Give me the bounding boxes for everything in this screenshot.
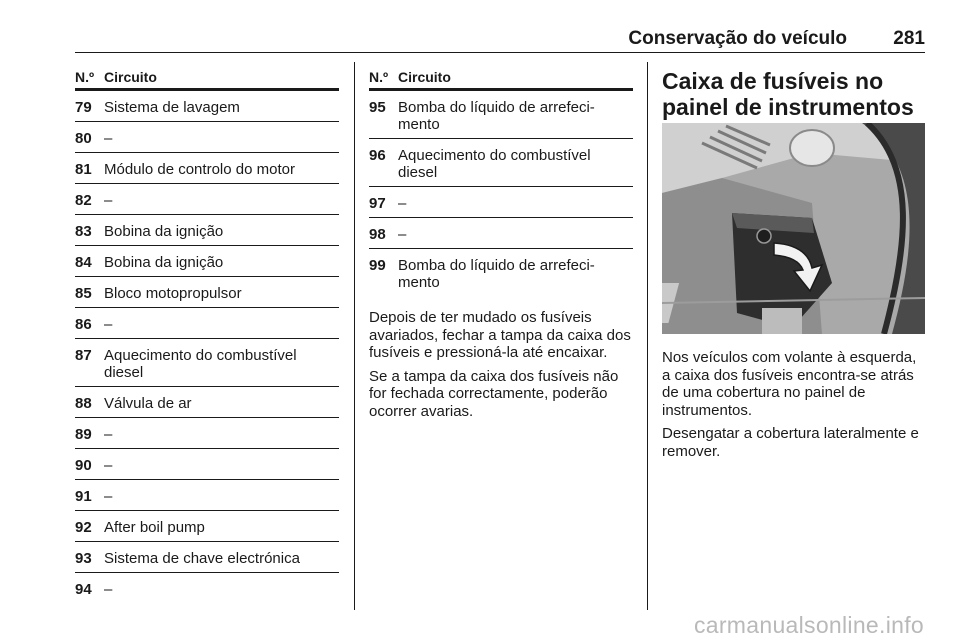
- circuit-description: –: [104, 192, 113, 209]
- fuse-number: 82: [75, 192, 92, 209]
- fuse-number: 83: [75, 223, 92, 240]
- fuse-number: 91: [75, 488, 92, 505]
- right-column-text: [662, 349, 928, 466]
- fuse-table-left: [75, 66, 339, 603]
- circuit-description: Sistema de lavagem: [104, 99, 240, 116]
- table-row: [75, 339, 339, 387]
- table-row: [75, 542, 339, 573]
- fuse-number: 93: [75, 550, 92, 567]
- column-divider-left: [354, 62, 355, 610]
- circuit-description: After boil pump: [104, 519, 205, 536]
- paragraph: Desengatar a cobertura lateralmente e remover.: [662, 425, 919, 460]
- table-row: [369, 218, 633, 249]
- table-row: [75, 246, 339, 277]
- table-row: [369, 91, 633, 139]
- table-row: [75, 418, 339, 449]
- dashboard-fusebox-photo: [662, 123, 925, 334]
- header-circuit: Circuito: [398, 69, 451, 85]
- table-row: [369, 139, 633, 187]
- page-header: [75, 26, 925, 53]
- circuit-description: –: [104, 457, 113, 474]
- table-header: [75, 66, 339, 91]
- fuse-number: 79: [75, 99, 92, 116]
- table-row: [75, 511, 339, 542]
- column-divider-right: [647, 62, 648, 610]
- paragraph: Se a tampa da caixa dos fusíveis não for fechada correctamente, poderão ocorrer avarias.: [369, 367, 619, 420]
- fuse-number: 94: [75, 581, 92, 598]
- fuse-number: 95: [369, 99, 386, 116]
- table-row: [75, 122, 339, 153]
- right-column: [662, 68, 927, 120]
- fuse-number: 80: [75, 130, 92, 147]
- table-row: [75, 573, 339, 603]
- fuse-number: 85: [75, 285, 92, 302]
- fuse-number: 90: [75, 457, 92, 474]
- circuit-description: Bloco motopropulsor: [104, 285, 242, 302]
- fuse-number: 89: [75, 426, 92, 443]
- circuit-description: –: [104, 426, 113, 443]
- table-body: [75, 91, 339, 603]
- fuse-number: 88: [75, 395, 92, 412]
- header-circuit: Circuito: [104, 69, 157, 85]
- table-body: [369, 91, 633, 296]
- header-number: N.º: [369, 69, 389, 85]
- fuse-number: 92: [75, 519, 92, 536]
- page-title: Conservação do veículo: [628, 28, 847, 49]
- circuit-description: Aquecimento do combustível diesel: [398, 147, 591, 181]
- circuit-description: –: [104, 488, 113, 505]
- page-number: 281: [893, 28, 925, 49]
- table-row: [75, 153, 339, 184]
- fuse-number: 99: [369, 257, 386, 274]
- circuit-description: –: [104, 316, 113, 333]
- table-row: [75, 387, 339, 418]
- circuit-description: Bobina da ignição: [104, 254, 224, 271]
- circuit-description: Aquecimento do combustível diesel: [104, 347, 297, 381]
- table-row: [75, 184, 339, 215]
- fuse-number: 96: [369, 147, 386, 164]
- fuse-number: 97: [369, 195, 386, 212]
- section-title: Caixa de fusíveis no painel de instrumentos: [662, 68, 914, 120]
- circuit-description: –: [104, 130, 113, 147]
- middle-text: [369, 309, 633, 420]
- fusebox-illustration: [662, 123, 925, 334]
- circuit-description: Sistema de chave electrónica: [104, 550, 300, 567]
- circuit-description: –: [398, 226, 407, 243]
- watermark: carmanualsonline.info: [693, 612, 924, 638]
- circuit-description: Válvula de ar: [104, 395, 192, 412]
- table-row: [75, 215, 339, 246]
- fuse-number: 98: [369, 226, 386, 243]
- fuse-number: 87: [75, 347, 92, 364]
- circuit-description: Bomba do líquido de arrefeci-mento: [398, 99, 595, 133]
- table-row: [75, 91, 339, 122]
- circuit-description: –: [398, 195, 407, 212]
- circuit-description: Bomba do líquido de arrefeci-mento: [398, 257, 595, 291]
- circuit-description: –: [104, 581, 113, 598]
- fuse-number: 86: [75, 316, 92, 333]
- circuit-description: Bobina da ignição: [104, 223, 224, 240]
- table-row: [75, 480, 339, 511]
- circuit-description: Módulo de controlo do motor: [104, 161, 295, 178]
- table-row: [369, 187, 633, 218]
- middle-column: [369, 66, 633, 426]
- paragraph: Depois de ter mudado os fusíveis avariados, fechar a tampa da caixa dos fusíveis e pressioná-la até encaixar.: [369, 309, 631, 361]
- table-row: [75, 308, 339, 339]
- table-header: [369, 66, 633, 91]
- fuse-number: 81: [75, 161, 92, 178]
- table-row: [75, 277, 339, 308]
- table-row: [369, 249, 633, 296]
- header-number: N.º: [75, 69, 95, 85]
- fuse-number: 84: [75, 254, 92, 271]
- paragraph: Nos veículos com volante à esquerda, a caixa dos fusíveis encontra-se atrás de uma cobertura no painel de instrumentos.: [662, 349, 917, 419]
- table-row: [75, 449, 339, 480]
